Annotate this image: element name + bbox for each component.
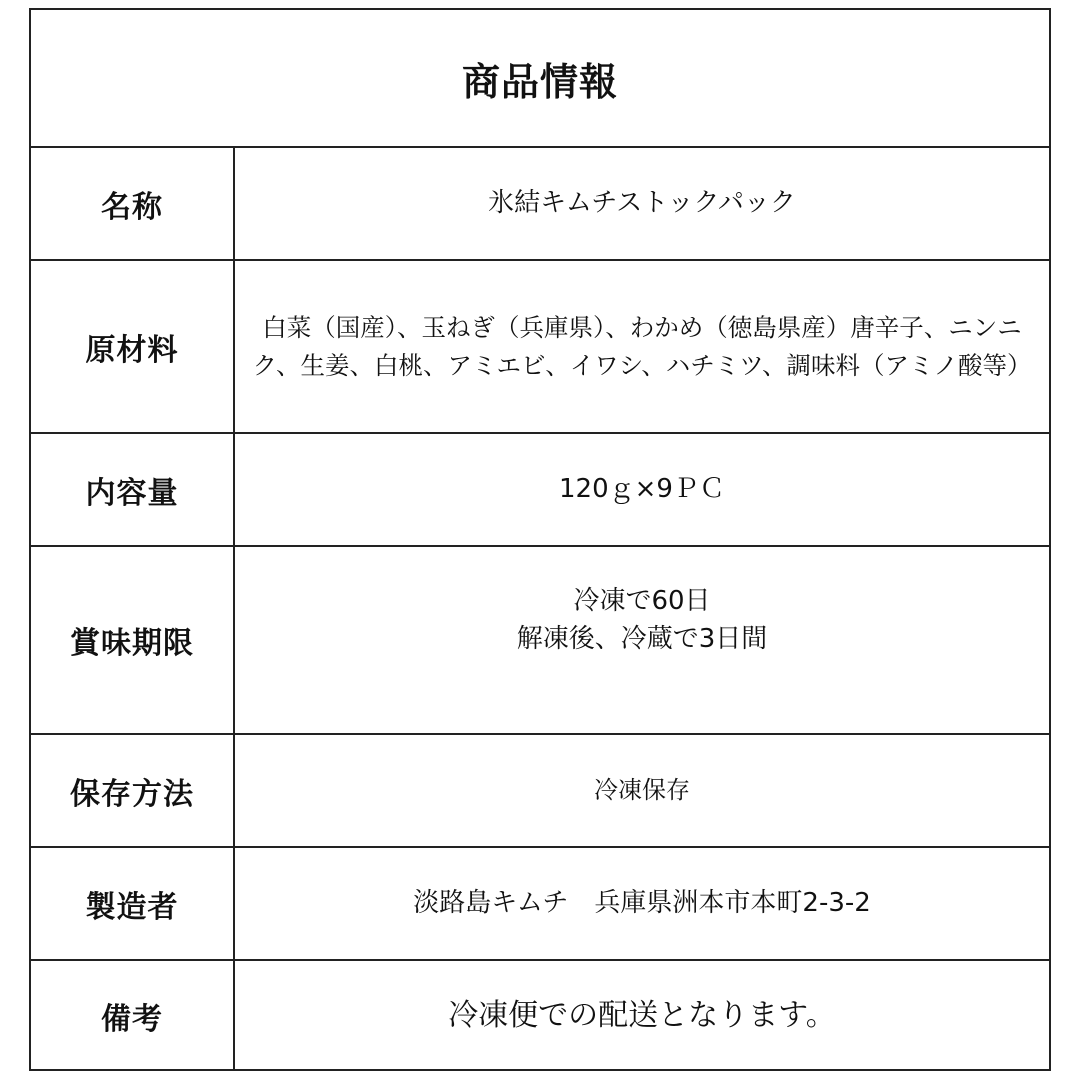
- table-row-remarks: [31, 961, 1049, 1071]
- table-title: 商品情報: [461, 59, 618, 104]
- row-value-expiry: [235, 547, 1049, 733]
- row-label-manufacturer: 製造者: [31, 848, 235, 959]
- row-label-ingredients: 原材料: [31, 261, 235, 432]
- row-value-ingredients: 白菜（国産）、玉ねぎ（兵庫県）、わかめ（徳島県産）唐辛子、ニンニク、生姜、白桃、アミエビ、イワシ、ハチミツ、調味料（アミノ酸等）: [252, 312, 1032, 380]
- expiry-line-thawed: 解凍後、冷蔵で3日間: [516, 623, 768, 654]
- table-row-name: [31, 148, 1049, 261]
- row-label-storage: 保存方法: [31, 735, 235, 846]
- row-label-remarks: 備考: [31, 961, 235, 1071]
- table-row-expiry: [31, 547, 1049, 735]
- table-row-quantity: [31, 434, 1049, 547]
- row-value-quantity: 120ｇ×9ＰＣ: [559, 473, 725, 504]
- row-label-name: 名称: [31, 148, 235, 259]
- expiry-line-frozen: 冷凍で60日: [573, 586, 711, 616]
- product-info-table: [29, 8, 1051, 1071]
- row-value-storage: 冷凍保存: [594, 776, 690, 805]
- row-value-name: 氷結キムチストックパック: [488, 187, 796, 218]
- table-title-row: [31, 10, 1049, 148]
- table-row-storage: [31, 735, 1049, 848]
- row-label-quantity: 内容量: [31, 434, 235, 545]
- row-value-manufacturer: 淡路島キムチ 兵庫県洲本市本町2-3-2: [413, 887, 871, 918]
- table-row-ingredients: [31, 261, 1049, 434]
- table-row-manufacturer: [31, 848, 1049, 961]
- row-label-expiry: 賞味期限: [31, 547, 235, 733]
- row-value-remarks: 冷凍便での配送となります。: [448, 998, 836, 1034]
